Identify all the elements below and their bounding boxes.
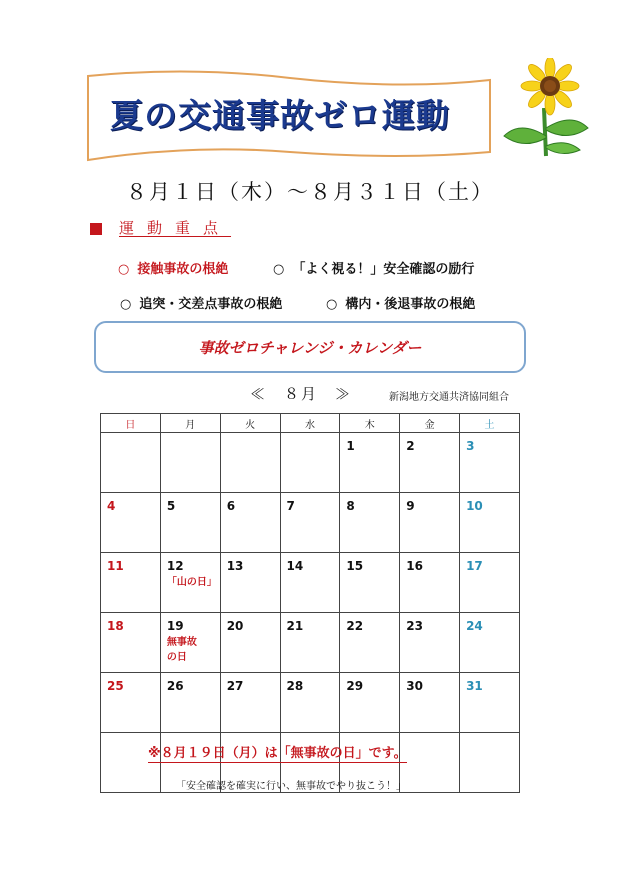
- calendar-day-cell: [280, 493, 340, 553]
- weekday-header: 月: [160, 414, 220, 433]
- weekday-header: 日: [101, 414, 161, 433]
- weekday-header-row: [101, 414, 520, 433]
- calendar-day-cell: [220, 553, 280, 613]
- calendar-day-cell: [101, 553, 161, 613]
- calendar-day-cell: [101, 613, 161, 673]
- day-number: 7: [286, 499, 295, 513]
- calendar-day-cell: [460, 673, 520, 733]
- circle-icon: ○: [273, 262, 285, 277]
- day-number: [460, 733, 519, 739]
- day-number: [221, 433, 280, 439]
- day-number: 3: [466, 439, 475, 453]
- heading-square-icon: [90, 223, 102, 235]
- day-number: 18: [107, 619, 124, 633]
- calendar-day-cell: [280, 613, 340, 673]
- calendar-day-cell: [220, 493, 280, 553]
- calendar-day-cell: [160, 493, 220, 553]
- day-number: 17: [466, 559, 483, 573]
- calendar-day-cell: [340, 433, 400, 493]
- day-number: 31: [466, 679, 483, 693]
- day-number: 12: [166, 559, 184, 573]
- day-number: [340, 733, 399, 739]
- calendar-day-cell: [280, 673, 340, 733]
- day-number: 9: [406, 499, 415, 513]
- focus-item: [118, 258, 228, 277]
- focus-item: [326, 293, 475, 312]
- calendar-day-cell: [400, 553, 460, 613]
- calendar-day-cell: [280, 433, 340, 493]
- calendar-day-cell: [400, 673, 460, 733]
- day-number: 28: [286, 679, 304, 693]
- weekday-header: 土: [460, 414, 520, 433]
- calendar-day-cell: [101, 493, 161, 553]
- calendar-day-cell: [400, 433, 460, 493]
- day-number: [281, 733, 340, 739]
- day-number: 22: [346, 619, 364, 633]
- calendar-day-cell: [340, 673, 400, 733]
- page-title: 夏の交通事故ゼロ運動: [110, 96, 450, 135]
- title-banner: [80, 68, 500, 168]
- challenge-box: [94, 321, 526, 373]
- focus-heading: 運動重点: [119, 219, 232, 237]
- calendar-day-cell: [340, 553, 400, 613]
- focus-item-text: 追突・交差点事故の根絶: [139, 297, 283, 312]
- organization-name: 新潟地方交通共済協同組合: [389, 392, 509, 403]
- calendar-day-cell: [340, 493, 400, 553]
- day-number: 10: [466, 499, 483, 513]
- day-number: 6: [226, 499, 236, 513]
- focus-item-text: 接触事故の根絶: [137, 262, 229, 277]
- day-number: [161, 733, 220, 739]
- slogan: 「安全確認を確実に行い、無事故でやり抜こう！」: [176, 781, 406, 792]
- calendar-day-cell: [400, 613, 460, 673]
- day-number: 20: [226, 619, 244, 633]
- calendar-day-cell: [220, 433, 280, 493]
- calendar-day-cell: [340, 613, 400, 673]
- day-number: 24: [466, 619, 483, 633]
- day-number: 14: [286, 559, 304, 573]
- day-note: 「山の日」: [166, 577, 217, 588]
- calendar-day-cell: [160, 433, 220, 493]
- weekday-header: 木: [340, 414, 400, 433]
- calendar-week-row: [101, 493, 520, 553]
- focus-item-text: 「よく視る！」安全確認の励行: [292, 262, 475, 277]
- footnote: ※８月１９日（月）は「無事故の日」です。: [148, 742, 407, 763]
- calendar-week-row: [101, 433, 520, 493]
- calendar-day-cell: [460, 613, 520, 673]
- challenge-title: 事故ゼロチャレンジ・カレンダー: [198, 338, 422, 357]
- day-number: 23: [406, 619, 423, 633]
- calendar-day-cell: [220, 673, 280, 733]
- month-header: ≪ ８月 ≫: [250, 385, 353, 403]
- day-number: 2: [406, 439, 415, 453]
- calendar-day-cell: [160, 613, 220, 673]
- day-number: 5: [166, 499, 176, 513]
- day-number: [101, 433, 160, 439]
- calendar-week-row: [101, 673, 520, 733]
- calendar-day-cell: [400, 493, 460, 553]
- calendar-day-cell: [160, 673, 220, 733]
- calendar-day-cell: [280, 553, 340, 613]
- day-number: 21: [286, 619, 304, 633]
- day-number: 11: [107, 559, 124, 573]
- day-number: [281, 433, 340, 439]
- day-number: [221, 733, 280, 739]
- calendar-day-cell: [460, 493, 520, 553]
- day-number: 27: [226, 679, 244, 693]
- sunflower-icon: [500, 58, 590, 158]
- day-number: 25: [107, 679, 124, 693]
- weekday-header: 金: [400, 414, 460, 433]
- focus-item: [120, 293, 282, 312]
- calendar-day-cell: [460, 733, 520, 793]
- calendar-day-cell: [400, 733, 460, 793]
- day-number: 13: [226, 559, 244, 573]
- day-number: [101, 733, 160, 739]
- day-number: [161, 433, 220, 439]
- day-number: 4: [107, 499, 116, 513]
- focus-item-text: 構内・後退事故の根絶: [345, 297, 476, 312]
- calendar-body: [101, 433, 520, 793]
- day-note: 無事故 の日: [166, 637, 197, 663]
- calendar-day-cell: [101, 433, 161, 493]
- day-number: 1: [346, 439, 355, 453]
- day-number: [400, 733, 459, 739]
- day-number: 26: [166, 679, 184, 693]
- day-number: 15: [346, 559, 364, 573]
- day-number: 8: [346, 499, 355, 513]
- calendar-table: [100, 413, 520, 793]
- calendar-day-cell: [460, 433, 520, 493]
- weekday-header: 火: [220, 414, 280, 433]
- focus-item: [273, 258, 474, 277]
- calendar-week-row: [101, 613, 520, 673]
- calendar-day-cell: [160, 553, 220, 613]
- day-number: 16: [406, 559, 423, 573]
- circle-icon: ○: [118, 262, 130, 277]
- day-number: 29: [346, 679, 364, 693]
- campaign-period: ８月１日（木）～８月３１日（土）: [126, 180, 494, 204]
- day-number: 19: [166, 619, 184, 633]
- day-number: 30: [406, 679, 423, 693]
- calendar-day-cell: [460, 553, 520, 613]
- circle-icon: ○: [326, 297, 338, 312]
- weekday-header: 水: [280, 414, 340, 433]
- circle-icon: ○: [120, 297, 132, 312]
- calendar-day-cell: [220, 613, 280, 673]
- calendar-day-cell: [101, 673, 161, 733]
- calendar-week-row: [101, 553, 520, 613]
